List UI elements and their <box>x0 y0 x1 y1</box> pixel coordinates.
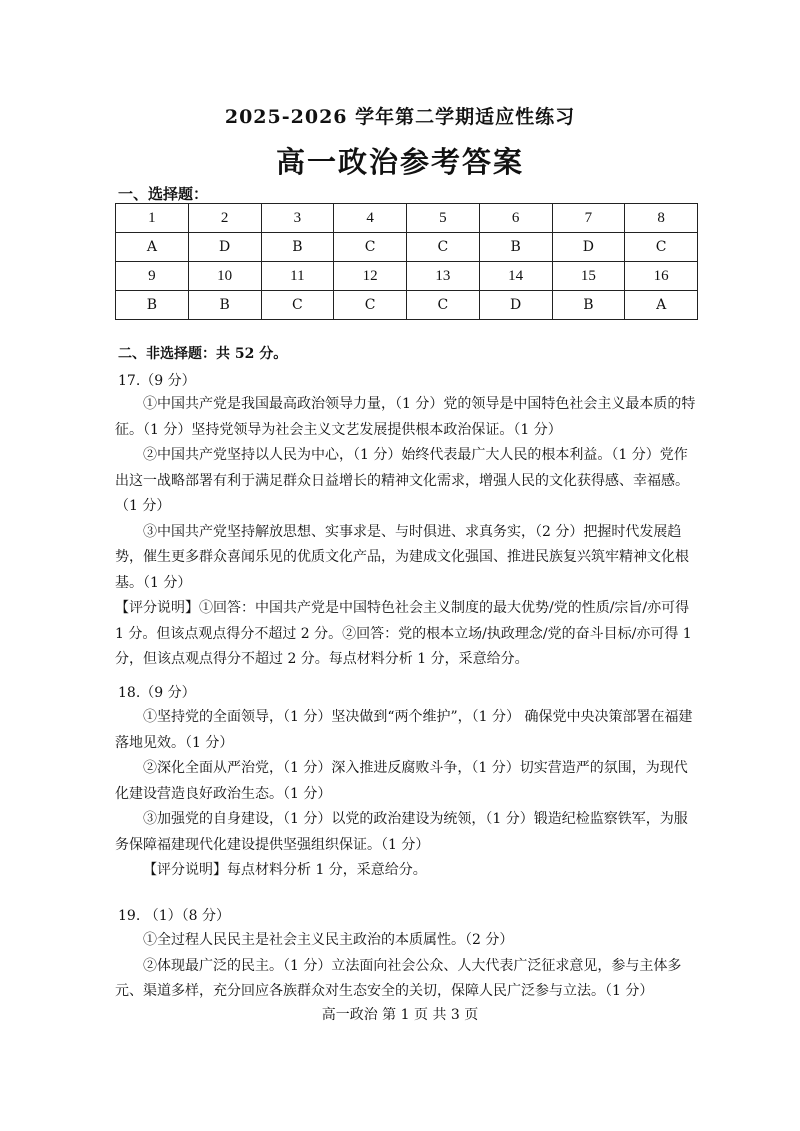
table-cell: 10 <box>188 262 261 291</box>
table-cell: 12 <box>334 262 407 291</box>
table-row-question-numbers <box>116 262 698 291</box>
question-17-answer <box>115 392 700 673</box>
scoring-note: 【评分说明】每点材料分析 1 分，采意给分。 <box>143 862 427 878</box>
answer-paragraph: ③中国共产党坚持解放思想、实事求是、与时俱进、求真务实，（2 分）把握时代发展趋势，催生更多群众喜闻乐见的优质文化产品，为建成文化强国、推进民族复兴筑牢精神文化根基。（1 分） <box>115 523 689 591</box>
table-cell: 4 <box>334 204 407 233</box>
question-19-answer <box>115 928 700 1005</box>
table-cell: C <box>334 291 407 320</box>
table-cell: B <box>261 233 334 262</box>
document-title: 高一政治参考答案 <box>275 145 524 179</box>
scoring-note: 【评分说明】①回答：中国共产党是中国特色社会主义制度的最大优势/党的性质/宗旨/亦可得 1 分。但该点观点得分不超过 2 分。②回答：党的根本立场/执政理念/党的奋斗目标/亦可得 1 分，但该点观点得分不超过 2 分。每点材料分析 1 分，采意给分。 <box>115 600 692 667</box>
table-row-answers <box>116 291 698 320</box>
table-cell: B <box>479 233 552 262</box>
table-cell: A <box>116 233 189 262</box>
table-cell: B <box>552 291 625 320</box>
question-18-answer <box>115 705 700 884</box>
table-cell: D <box>552 233 625 262</box>
table-cell: 14 <box>479 262 552 291</box>
table-cell: 5 <box>407 204 480 233</box>
table-cell: 8 <box>625 204 698 233</box>
table-cell: C <box>334 233 407 262</box>
table-row-answers <box>116 233 698 262</box>
table-row-question-numbers <box>116 204 698 233</box>
table-cell: C <box>407 233 480 262</box>
table-cell: 16 <box>625 262 698 291</box>
table-cell: 1 <box>116 204 189 233</box>
section-heading-non-choice: 二、非选择题：共 52 分。 <box>118 346 288 362</box>
table-cell: 2 <box>188 204 261 233</box>
table-cell: B <box>188 291 261 320</box>
answer-paragraph: ①中国共产党是我国最高政治领导力量，（1 分）党的领导是中国特色社会主义最本质的特征。（1 分）坚持党领导为社会主义文艺发展提供根本政治保证。（1 分） <box>115 396 696 438</box>
question-17-label: 17.（9 分） <box>118 373 196 389</box>
table-cell: C <box>407 291 480 320</box>
choice-answer-table <box>115 203 698 320</box>
table-cell: B <box>116 291 189 320</box>
table-cell: C <box>625 233 698 262</box>
answer-paragraph: ②深化全面从严治党，（1 分）深入推进反腐败斗争，（1 分）切实营造严的氛围，为现代化建设营造良好政治生态。（1 分） <box>115 760 688 802</box>
table-cell: 6 <box>479 204 552 233</box>
table-cell: 13 <box>407 262 480 291</box>
table-cell: 15 <box>552 262 625 291</box>
question-18-label: 18.（9 分） <box>118 685 196 701</box>
exam-title: 2025-2026 学年第二学期适应性练习 <box>224 106 576 128</box>
answer-paragraph: ②中国共产党坚持以人民为中心，（1 分）始终代表最广大人民的根本利益。（1 分）党作出这一战略部署有利于满足群众日益增长的精神文化需求，增强人民的文化获得感、幸福感。（1 分） <box>115 447 689 514</box>
answer-paragraph: ②体现最广泛的民主。（1 分）立法面向社会公众、人大代表广泛征求意见，参与主体多元、渠道多样，充分回应各族群众对生态安全的关切，保障人民广泛参与立法。（1 分） <box>115 957 682 999</box>
table-cell: D <box>188 233 261 262</box>
table-cell: 7 <box>552 204 625 233</box>
answer-paragraph: ①坚持党的全面领导，（1 分）坚决做到“两个维护”，（1 分） 确保党中央决策部署在福建落地见效。（1 分） <box>115 709 693 751</box>
section-heading-choice: 一、选择题： <box>118 185 209 203</box>
answer-paragraph: ③加强党的自身建设，（1 分）以党的政治建设为统领，（1 分）锻造纪检监察铁军，为服务保障福建现代化建设提供坚强组织保证。（1 分） <box>115 811 688 853</box>
page-footer: 高一政治 第 1 页 共 3 页 <box>321 1007 479 1023</box>
table-cell: A <box>625 291 698 320</box>
table-cell: D <box>479 291 552 320</box>
table-cell: 11 <box>261 262 334 291</box>
answer-paragraph: ①全过程人民民主是社会主义民主政治的本质属性。（2 分） <box>143 932 514 948</box>
question-19-label: 19. （1）（8 分） <box>118 908 230 924</box>
table-cell: 9 <box>116 262 189 291</box>
table-cell: 3 <box>261 204 334 233</box>
table-cell: C <box>261 291 334 320</box>
